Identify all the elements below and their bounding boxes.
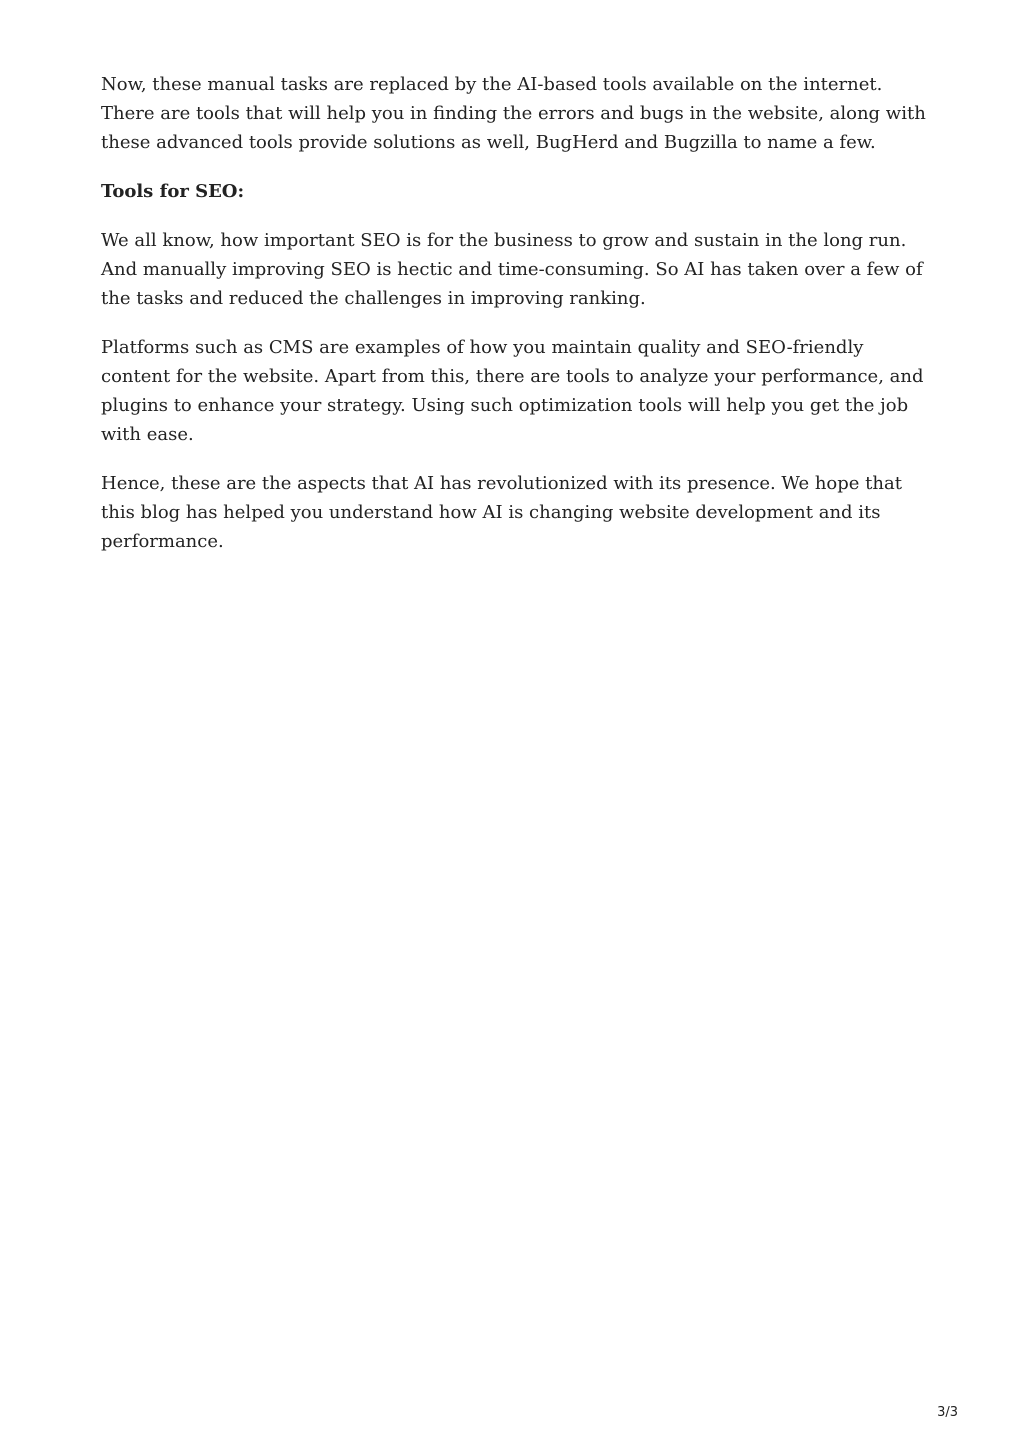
heading-tools-for-seo: Tools for SEO:	[101, 181, 245, 202]
page-number: 3/3	[937, 1405, 958, 1420]
paragraph-conclusion: Hence, these are the aspects that AI has revolutionized with its presence. We hope that this blog has helped you understand how AI is changing website development and its performance.	[101, 473, 902, 552]
paragraph-ai-tools: Now, these manual tasks are replaced by the AI-based tools available on the internet. There are tools that will help you in finding the errors and bugs in the website, along with these advanced tools provide solutions as well, BugHerd and Bugzilla to name a few.	[101, 74, 926, 153]
paragraph-seo-importance: We all know, how important SEO is for the business to grow and sustain in the long run. And manually improving SEO is hectic and time-consuming. So AI has taken over a few of the tasks and reduced the challenges in improving ranking.	[101, 230, 923, 309]
document-body	[101, 70, 931, 576]
paragraph-cms-platforms: Platforms such as CMS are examples of how you maintain quality and SEO-friendly content for the website. Apart from this, there are tools to analyze your performance, and plugins to enhance your strategy. Using such optimization tools will help you get the job with ease.	[101, 337, 924, 445]
